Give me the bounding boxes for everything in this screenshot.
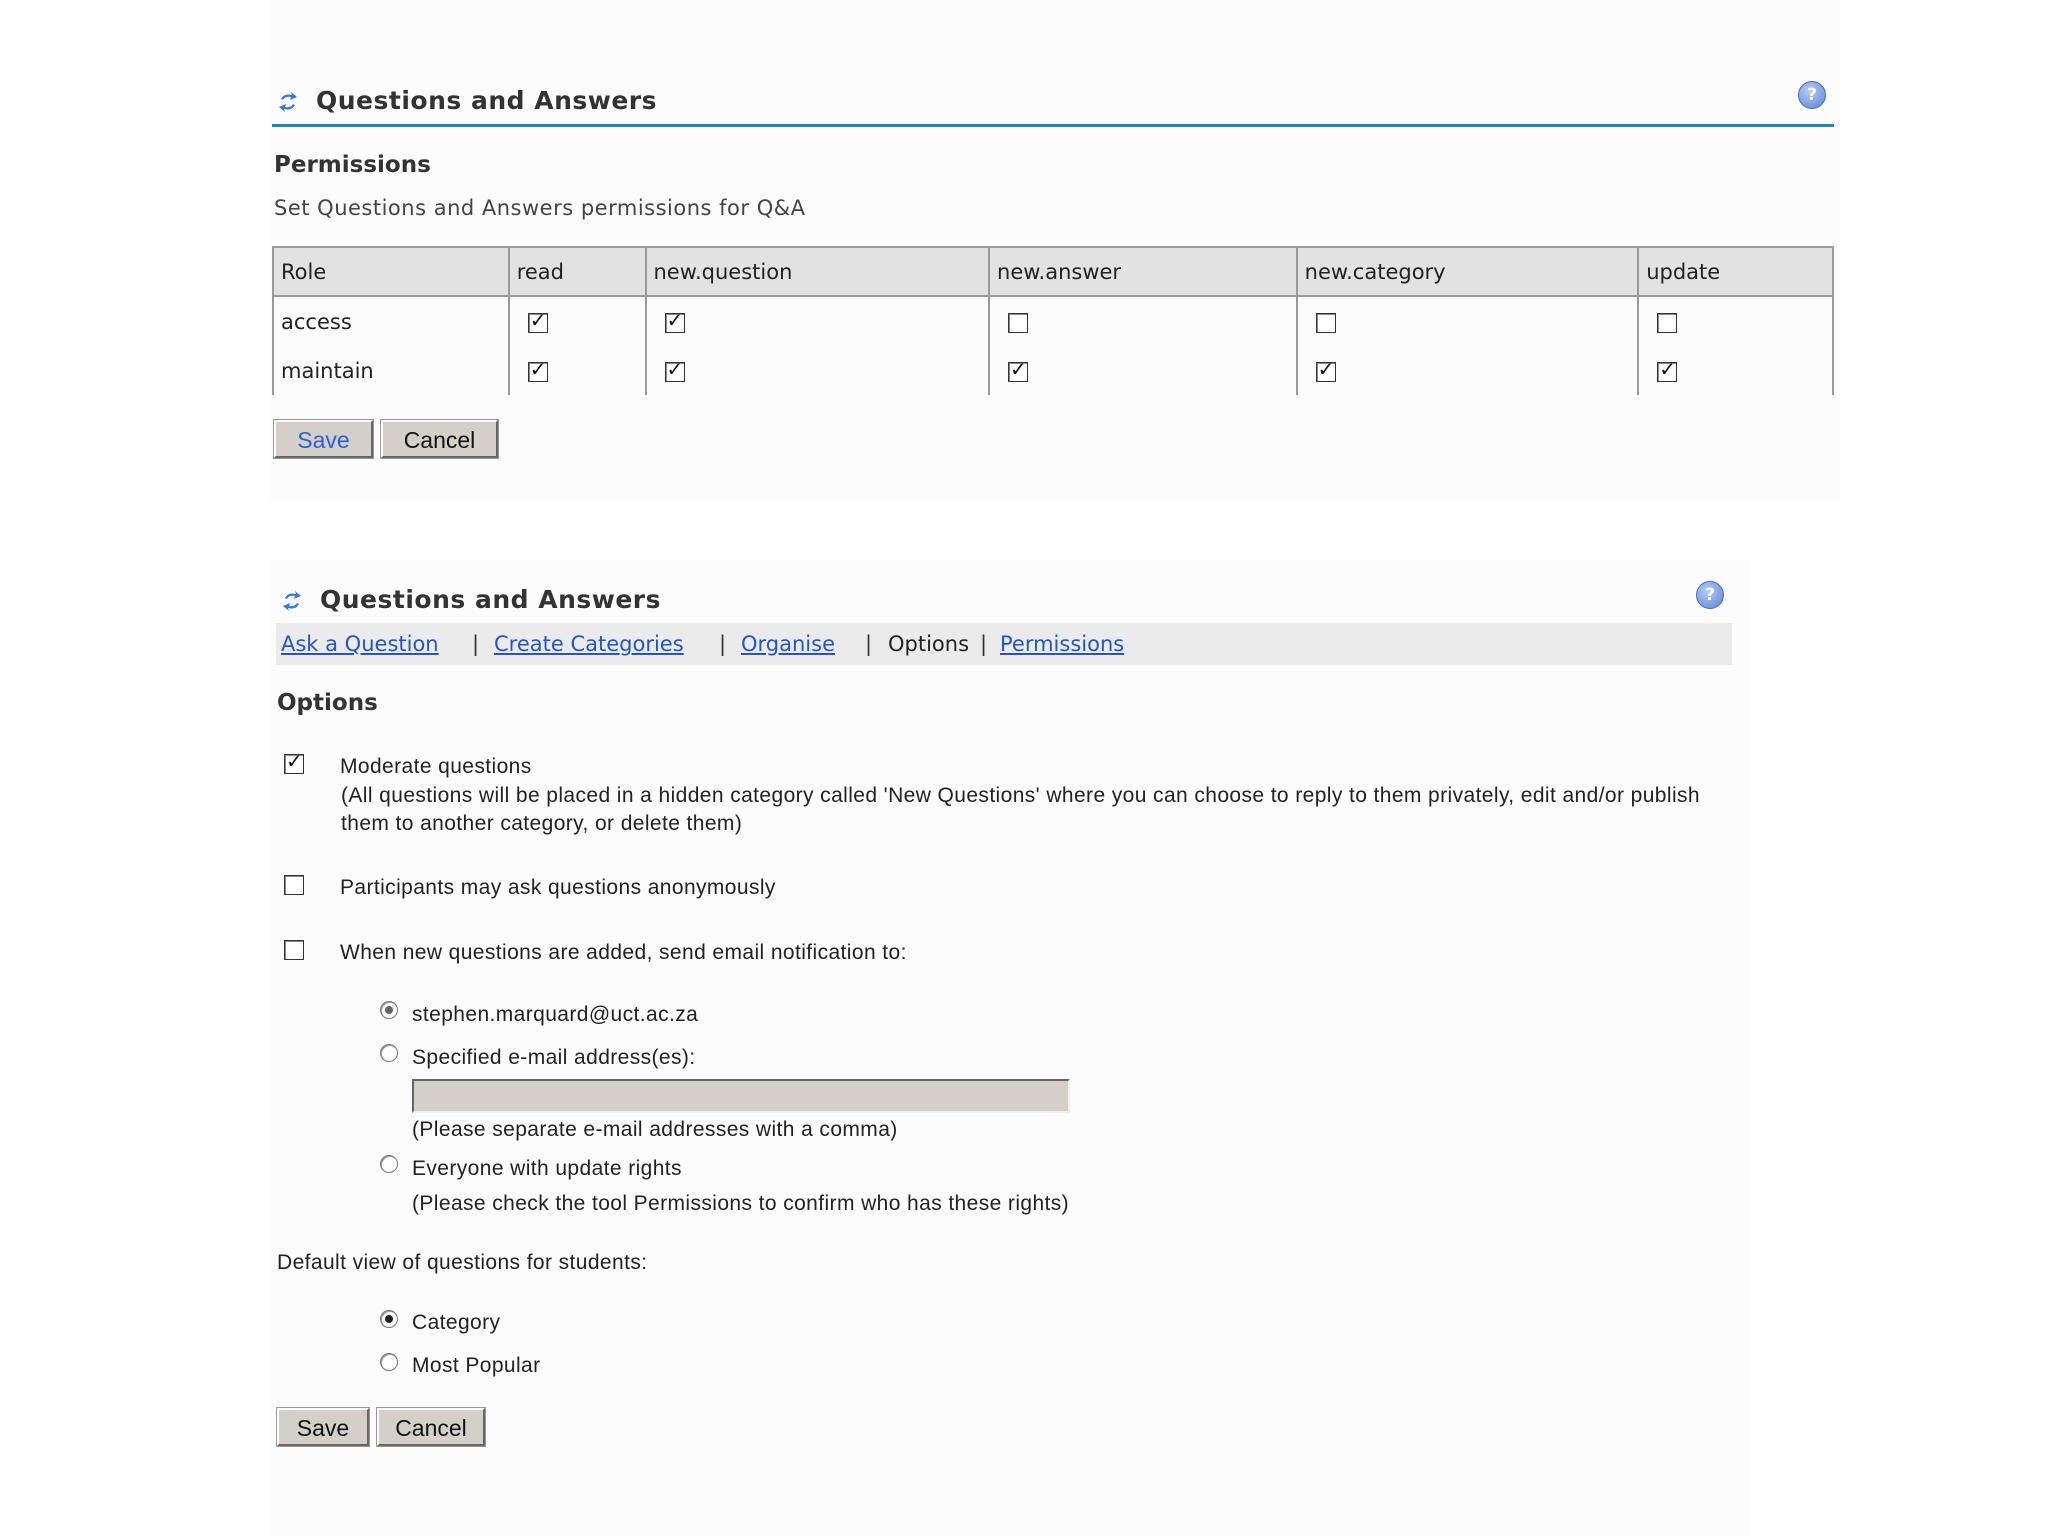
column-header: new.answer [989,247,1297,296]
table-header-row [273,247,1833,296]
nav-options: Options [888,632,970,656]
nav-separator: | [865,632,873,656]
nav-permissions[interactable]: Permissions [1000,632,1125,656]
column-header: read [509,247,646,296]
default-view-label: Default view of questions for students: [277,1251,648,1274]
notify-specified-radio[interactable] [380,1044,398,1062]
role-cell: access [273,296,509,346]
nav-ask-question[interactable]: Ask a Question [281,632,439,656]
nav-separator: | [472,632,480,656]
table-row [273,296,1833,346]
view-category-radio[interactable] [380,1310,398,1328]
permission-checkbox[interactable] [528,313,548,333]
tool-header [272,84,1834,127]
permission-checkbox[interactable] [665,313,685,333]
permission-checkbox[interactable] [1657,362,1677,382]
notify-specified-label: Specified e-mail address(es): [412,1046,696,1069]
nav-separator: | [980,632,988,656]
moderate-description: (All questions will be placed in a hidden category called 'New Questions' where you can choose to reply to them privately, edit and/or publish [341,784,1700,807]
notify-everyone-radio[interactable] [380,1155,398,1173]
table-row [273,346,1833,395]
nav-separator: | [719,632,727,656]
notify-user-radio[interactable] [380,1001,398,1019]
tool-title: Questions and Answers [320,585,662,614]
instruction-text: Set Questions and Answers permissions for Q&A [274,196,806,220]
column-header: Role [273,247,509,296]
view-popular-label: Most Popular [412,1354,541,1377]
nav-create-categories[interactable]: Create Categories [494,632,684,656]
column-header: new.question [646,247,990,296]
notify-everyone-label: Everyone with update rights [412,1157,682,1180]
section-title: Options [277,690,378,716]
cancel-button[interactable]: Cancel [381,420,498,458]
notify-checkbox[interactable] [284,940,304,960]
reset-icon[interactable] [276,90,300,114]
moderate-description: them to another category, or delete them) [341,812,743,835]
anonymous-label: Participants may ask questions anonymously [340,876,776,899]
role-cell: maintain [273,346,509,395]
permission-checkbox[interactable] [1008,362,1028,382]
save-button[interactable]: Save [274,420,373,458]
cancel-button[interactable]: Cancel [377,1408,485,1446]
permission-checkbox[interactable] [1008,313,1028,333]
column-header: update [1638,247,1833,296]
email-addresses-input[interactable] [412,1079,1070,1113]
nav-organise[interactable]: Organise [741,632,835,656]
view-popular-radio[interactable] [380,1353,398,1371]
tool-nav-bar [276,623,1732,665]
moderate-checkbox[interactable] [284,754,304,774]
view-category-label: Category [412,1311,501,1334]
permission-checkbox[interactable] [665,362,685,382]
everyone-hint: (Please check the tool Permissions to confirm who has these rights) [412,1192,1070,1215]
notify-label: When new questions are added, send email notification to: [340,941,907,964]
tool-header [276,583,1732,626]
section-title: Permissions [274,152,431,178]
permission-checkbox[interactable] [1316,362,1336,382]
notify-user-label: stephen.marquard@uct.ac.za [412,1003,699,1026]
permission-checkbox[interactable] [1657,313,1677,333]
email-hint: (Please separate e-mail addresses with a comma) [412,1118,898,1141]
permission-checkbox[interactable] [528,362,548,382]
anonymous-checkbox[interactable] [284,875,304,895]
reset-icon[interactable] [280,589,304,613]
tool-title: Questions and Answers [316,86,658,115]
permissions-table [272,246,1834,395]
help-icon[interactable]: ? [1696,581,1724,609]
save-button[interactable]: Save [277,1408,369,1446]
permission-checkbox[interactable] [1316,313,1336,333]
column-header: new.category [1297,247,1639,296]
moderate-label: Moderate questions [340,755,532,778]
help-icon[interactable]: ? [1798,81,1826,109]
